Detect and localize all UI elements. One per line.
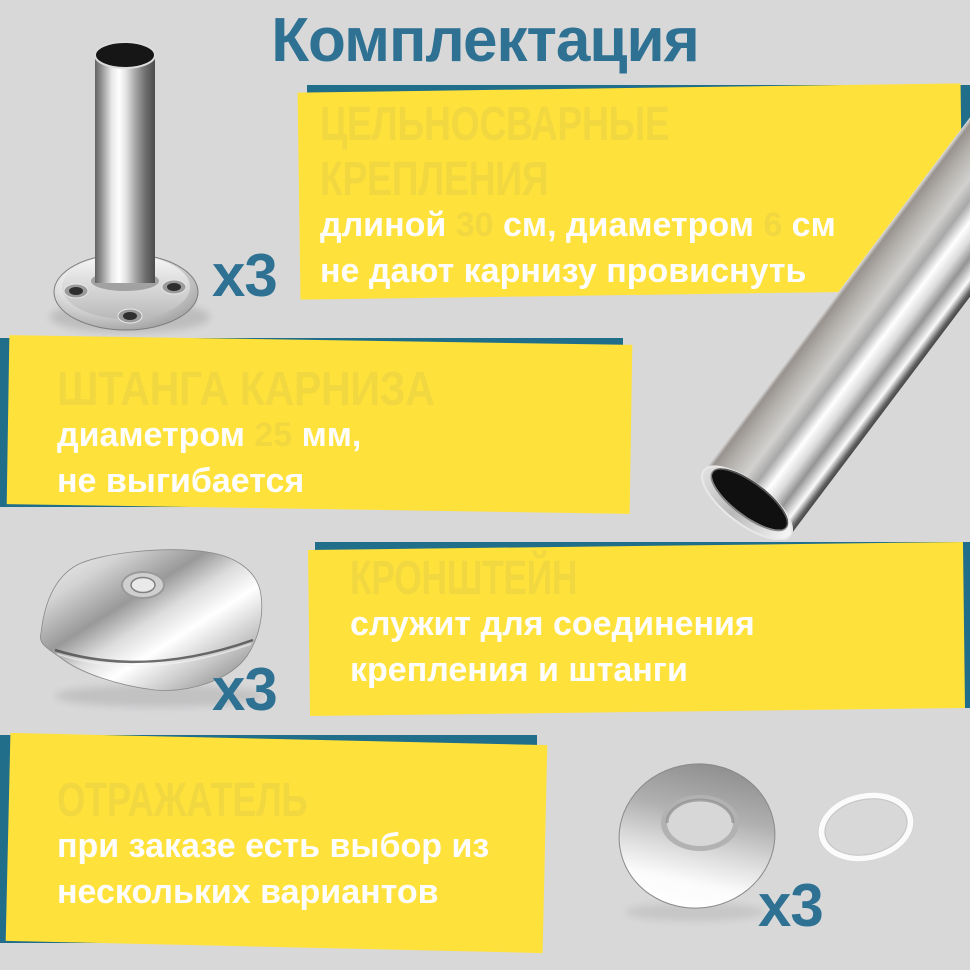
rod-card xyxy=(0,338,623,507)
fasteners-diameter-value: 6 xyxy=(763,206,783,244)
reflector-count-label: x3 xyxy=(758,872,823,939)
rod-diameter-value: 25 xyxy=(254,416,293,454)
silicone-ring xyxy=(812,785,920,870)
rod-description-line1 xyxy=(57,412,623,458)
fasteners-count-label: x3 xyxy=(212,242,277,309)
bracket-heading: КРОНШТЕЙН xyxy=(350,552,578,605)
fasteners-heading-line2: КРЕПЛЕНИЯ xyxy=(320,153,549,206)
fasteners-description-line2: не дают карнизу провиснуть xyxy=(320,252,807,290)
reflector-description-line1: при заказе есть выбор из xyxy=(57,827,490,865)
rod-desc-pre: диаметром xyxy=(57,416,255,454)
reflector-card xyxy=(0,735,537,943)
reflector-description-line2: нескольких вариантов xyxy=(57,873,439,911)
bracket-card xyxy=(315,542,970,708)
fasteners-heading-line1: ЦЕЛЬНОСВАРНЫЕ xyxy=(320,98,670,151)
fasteners-length-value: 30 xyxy=(455,206,494,244)
rod-desc-post: мм, xyxy=(292,416,362,454)
fasteners-desc-pre: длиной xyxy=(320,206,456,244)
rod-description-line2: не выгибается xyxy=(57,462,305,500)
bracket-description-line2: крепления и штанги xyxy=(350,651,688,689)
bracket-description-line1: служит для соединения xyxy=(350,605,755,643)
wall-mount-photo xyxy=(30,25,240,340)
rod-heading: ШТАНГА КАРНИЗА xyxy=(57,363,435,416)
rod-photo xyxy=(600,58,970,540)
fasteners-desc-mid: см, диаметром xyxy=(493,206,764,244)
page-title: Комплектация xyxy=(271,6,699,75)
fasteners-desc-post: см xyxy=(782,206,836,244)
bracket-count-label: x3 xyxy=(212,656,277,723)
reflector-heading: ОТРАЖАТЕЛЬ xyxy=(57,774,308,827)
